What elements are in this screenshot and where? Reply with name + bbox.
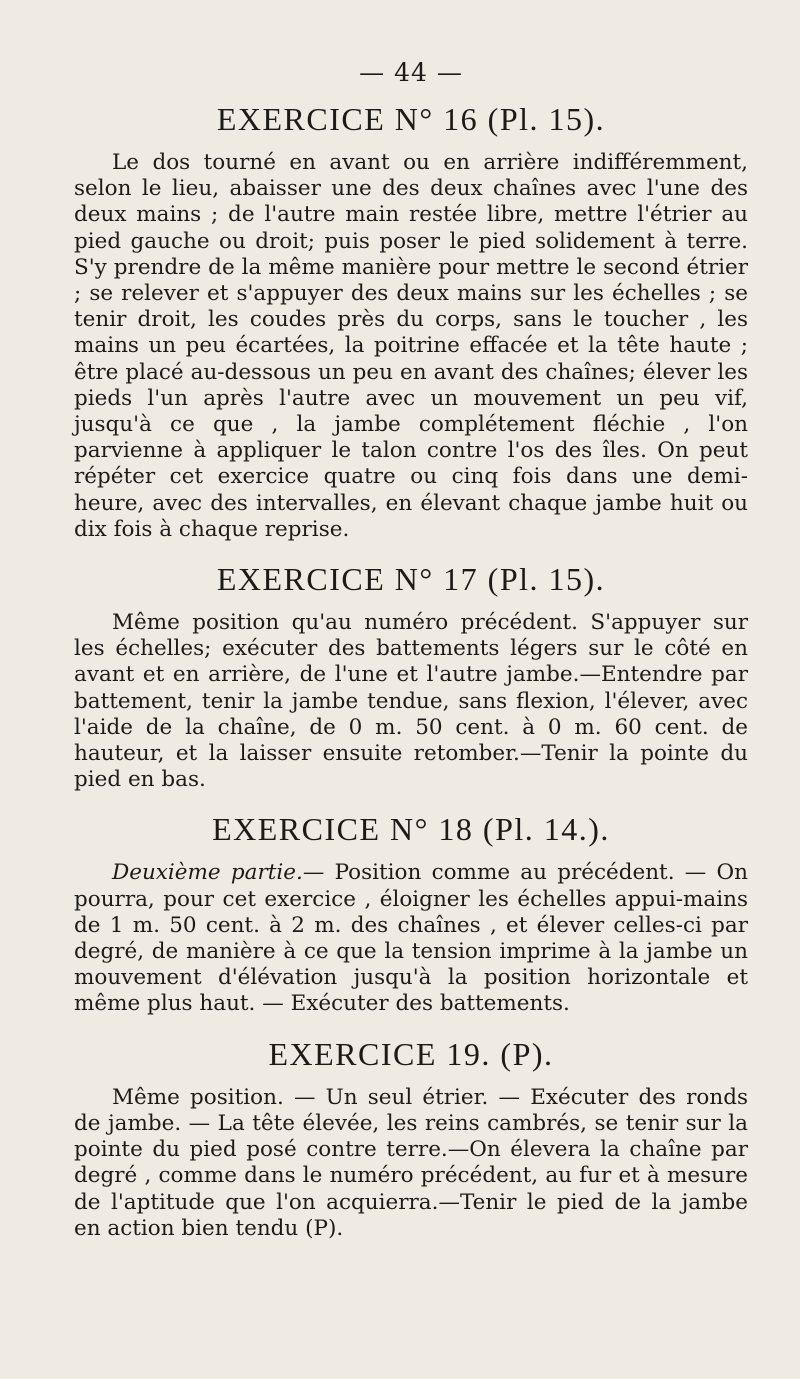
exercise-17-text: [74, 610, 748, 793]
exercise-17-body: Même position qu'au numéro précédent. S'appuyer sur les échelles; exécuter des battements légers sur le côté en avant et en arrière, de l'une et l'autre jambe.—Entendre par battement, tenir la jambe tendue, sans flexion, l'élever, avec l'aide de la chaîne, de 0 m. 50 cent. à 0 m. 60 cent. de hauteur, et la laisser ensuite retomber.—Tenir la pointe du pied en bas.: [74, 610, 748, 793]
exercise-19-heading: EXERCICE 19. (P).: [268, 1035, 554, 1072]
exercise-18-heading: EXERCICE N° 18 (Pl. 14.).: [212, 811, 610, 848]
exercise-18-body: — Position comme au précédent. — On pourra, pour cet exercice , éloigner les échelles appui-mains de 1 m. 50 cent. à 2 m. des chaînes , et élever celles-ci par degré, de manière à ce que la tension imprime à la jambe un mouvement d'élévation jusqu'à la position horizontale et même plus haut. — Exécuter des battements.: [74, 860, 748, 1017]
exercise-16-section: [74, 101, 748, 543]
exercise-16-body: Le dos tourné en avant ou en arrière indifféremment, selon le lieu, abaisser une des deux chaînes avec l'une des deux mains ; de l'autre main restée libre, mettre l'étrier au pied gauche ou droit; puis poser le pied solidement à terre. S'y prendre de la même manière pour mettre le second étrier ; se relever et s'appuyer des deux mains sur les échelles ; se tenir droit, les coudes près du corps, sans le toucher , les mains un peu écartées, la poitrine effacée et la tête haute ; être placé au-dessous un peu en avant des chaînes; élever les pieds l'un après l'autre avec un mouvement un peu vif, jusqu'à ce que , la jambe complétement fléchie , l'on parvienne à appliquer le talon contre l'os des îles. On peut répéter cet exercice quatre ou cinq fois dans une demi-heure, avec des intervalles, en élevant chaque jambe huit ou dix fois à chaque reprise.: [74, 150, 748, 542]
exercise-19-body: Même position. — Un seul étrier. — Exécuter des ronds de jambe. — La tête élevée, les reins cambrés, se tenir sur la pointe du pied posé contre terre.—On élevera la chaîne par degré , comme dans le numéro précédent, au fur et à mesure de l'aptitude que l'on acquierra.—Tenir le pied de la jambe en action bien tendu (P).: [74, 1084, 748, 1241]
exercise-19-text: [74, 1085, 748, 1242]
exercise-18-section: [74, 811, 748, 1017]
exercise-19-section: [74, 1036, 748, 1242]
exercise-18-lead: Deuxième partie.: [112, 860, 303, 886]
exercise-17-section: [74, 561, 748, 793]
exercise-18-text: [74, 860, 748, 1017]
exercise-16-heading: EXERCICE N° 16 (Pl. 15).: [216, 101, 606, 137]
exercise-17-heading: EXERCICE N° 17 (Pl. 15).: [216, 561, 606, 598]
page-number: — 44 —: [359, 58, 463, 87]
exercise-16-text: [74, 150, 748, 543]
